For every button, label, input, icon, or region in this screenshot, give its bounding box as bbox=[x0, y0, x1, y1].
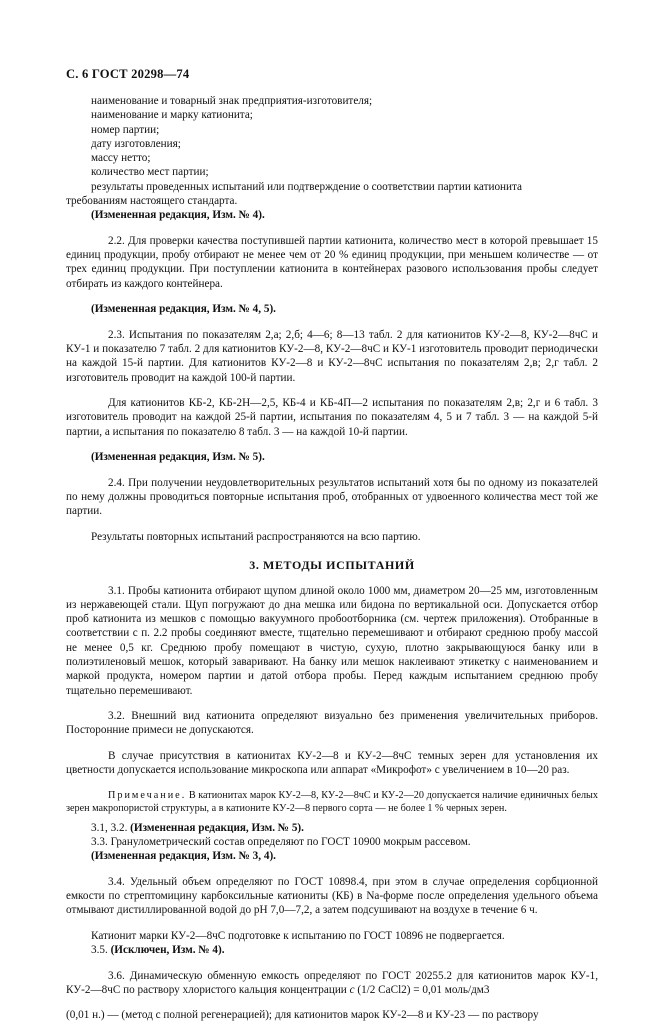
paragraph-3-5-number: 3.5. bbox=[91, 944, 111, 957]
list-item: дату изготовления; bbox=[91, 137, 181, 150]
concentration-formula: (1/2 CaCl2) = 0,01 моль/дм3 bbox=[354, 983, 490, 996]
paragraph-3-2-b: В случае присутствия в катионитах КУ-2—8 и КУ-2—8чС темных зерен для установления их цветности допускается использование микроскопа или аппарат «Микрофот» с увеличением в 10—20 раз. bbox=[66, 749, 598, 777]
paragraph-3-4-b: Катионит марки КУ-2—8чС подготовке к испытанию по ГОСТ 10896 не подвергается. bbox=[91, 929, 505, 942]
excluded-note: (Исключен, Изм. № 4). bbox=[110, 944, 225, 957]
amendment-note: (Измененная редакция, Изм. № 4). bbox=[91, 209, 265, 222]
paragraph-3-1: 3.1. Пробы катионита отбирают щупом длиной около 1000 мм, диаметром 20—25 мм, изготовленным из нержавеющей стали. Щуп погружают до дна мешка или бидона по вертикальной оси. Допускается отбор проб катионита из мешков с помощью вакуумного пробоотборника (см. чертеж приложения). Отобранные в соответствии с п. 2.2 пробы соединяют вместе, тщательно перемешивают и отбирают среднюю пробу массой не менее 0,5 кг. Среднюю пробу помещают в чистую, сухую, плотно закрывающуюся банку или в полиэтиленовый мешок, который заваривают. На банку или мешок наклеивают этикетку с наименованием и маркой продукта, номером партии и датой отбора пробы. Перед каждым испытанием среднюю пробу тщательно перемешивают. bbox=[66, 584, 598, 697]
note bbox=[66, 789, 598, 815]
paragraph-3-6-text: 3.6. Динамическую обменную емкость определяют по ГОСТ 20255.2 для катионитов марок КУ-1, КУ-2—8чС по раствору хлористого кальция концентрации bbox=[66, 969, 598, 996]
list-item: наименование и марку катионита; bbox=[91, 109, 253, 122]
amendment-prefix: 3.1, 3.2. bbox=[91, 821, 131, 834]
note-label: Примечание. bbox=[108, 789, 187, 801]
paragraph-3-4: 3.4. Удельный объем определяют по ГОСТ 10898.4, при этом в случае определения сорбционной емкости по стрептомицину карбоксильные катиониты (КБ) в Na-форме после определения удельного объема отмывают дистиллированной водой до рН 7,0—7,2, а затем подсушивают на воздухе в течение 6 ч. bbox=[66, 875, 598, 917]
amendment-note: (Измененная редакция, Изм. № 4, 5). bbox=[91, 303, 276, 316]
paragraph-3-6-cont: (0,01 н.) — (метод с полной регенерацией); для катионитов марок КУ-2—8 и КУ-23 — по раствору bbox=[66, 1009, 539, 1022]
list-item: массу нетто; bbox=[91, 152, 151, 165]
results-line: результаты проведенных испытаний или подтверждение о соответствии партии катионита bbox=[91, 180, 523, 193]
page-header: С. 6 ГОСТ 20298—74 bbox=[66, 67, 190, 81]
paragraph-2-4: 2.4. При получении неудовлетворительных результатов испытаний хотя бы по одному из показателей по нему должны проводиться повторные испытания проб, отобранных от удвоенного количества мест той же партии. bbox=[66, 476, 598, 518]
list-item: наименование и товарный знак предприятия-изготовителя; bbox=[91, 95, 373, 107]
results-line-cont: требованиям настоящего стандарта. bbox=[66, 195, 238, 208]
amendment-note: (Измененная редакция, Изм. № 5). bbox=[91, 451, 265, 464]
paragraph-2-4-b: Результаты повторных испытаний распространяются на всю партию. bbox=[91, 530, 421, 543]
amendment-note: (Измененная редакция, Изм. № 3, 4). bbox=[91, 850, 276, 863]
list-item: количество мест партии; bbox=[91, 166, 209, 179]
paragraph-2-3: 2.3. Испытания по показателям 2,а; 2,б; 4—6; 8—13 табл. 2 для катионитов КУ-2—8, КУ-2—8чС и КУ-1 и показателю 7 табл. 2 для катионитов КУ-2—8, КУ-2—8чС и КУ-1 изготовитель проводит периодически на каждой 15-й партии. Для катионитов КУ-2—8 и КУ-2—8чС испытания по показателям 2,в; 2,г табл. 2 изготовитель проводит на каждой 100-й партии. bbox=[66, 328, 598, 384]
paragraph-2-2: 2.2. Для проверки качества поступившей партии катионита, количество мест в которой превышает 15 единиц продукции, пробу отбирают не менее чем от 20 % единиц продукции, при меньшем количестве — от трех единиц продукции. При поступлении катионита в контейнерах разового использования пробы следует отбирать из каждого контейнера. bbox=[66, 234, 598, 290]
document-body bbox=[66, 94, 598, 1023]
paragraph-3-6 bbox=[66, 969, 598, 998]
amendment-note: (Измененная редакция, Изм. № 5). bbox=[130, 821, 304, 834]
note-text: В катионитах марок КУ-2—8, КУ-2—8чС и КУ-2—20 допускается наличие единичных белых зерен макропористой структуры, а в катионите КУ-2—8 первого сорта — не более 1 % черных зерен. bbox=[66, 789, 598, 814]
paragraph-2-3-b: Для катионитов КБ-2, КБ-2Н—2,5, КБ-4 и КБ-4П—2 испытания по показателям 2,в; 2,г и 6 табл. 3 изготовитель проводит на каждой 25-й партии, испытания по показателям 4, 5 и 7 табл. 3 — на каждой 5-й партии, а испытания по показателю 8 табл. 3 — на каждой 10-й партии. bbox=[66, 397, 598, 438]
paragraph-3-3: 3.3. Гранулометрический состав определяют по ГОСТ 10900 мокрым рассевом. bbox=[91, 835, 471, 848]
section-title: 3. МЕТОДЫ ИСПЫТАНИЙ bbox=[249, 558, 415, 573]
paragraph-3-2: 3.2. Внешний вид катионита определяют визуально без применения увеличительных приборов. Посторонние примеси не допускаются. bbox=[66, 710, 598, 737]
amendment-line bbox=[91, 821, 598, 835]
paragraph-3-5 bbox=[91, 943, 598, 957]
concentration-symbol: c bbox=[349, 983, 355, 996]
list-item: номер партии; bbox=[91, 123, 160, 136]
